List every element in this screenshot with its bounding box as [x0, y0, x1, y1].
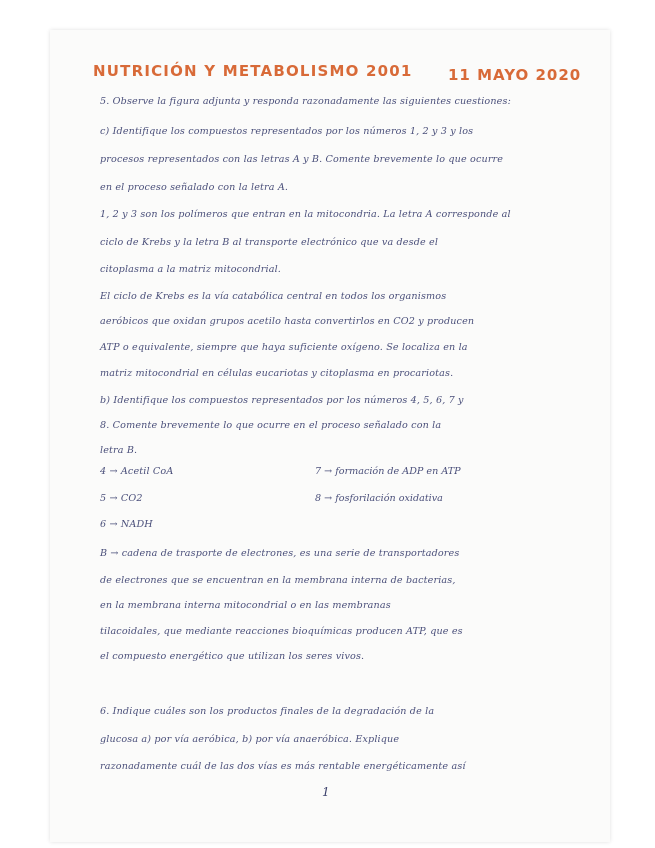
text-line: procesos representados con las letras A y B. Comente brevemente lo que ocurre [100, 154, 504, 165]
page-date: 11 MAYO 2020 [448, 66, 582, 84]
text-line: c) Identifique los compuestos representados por los números 1, 2 y 3 y los [100, 126, 474, 137]
page-number: 1 [322, 785, 330, 799]
text-line: glucosa a) por vía aeróbica, b) por vía anaeróbica. Explique [100, 734, 400, 745]
text-line: de electrones que se encuentran en la membrana interna de bacterias, [100, 575, 456, 586]
text-line: 8. Comente brevemente lo que ocurre en el proceso señalado con la [100, 420, 442, 431]
text-line: 6. Indique cuáles son los productos finales de la degradación de la [100, 706, 435, 717]
list-item: 8 → fosforilación oxidativa [315, 493, 443, 504]
list-item: 5 → CO2 [100, 493, 143, 504]
list-item: 4 → Acetil CoA [100, 466, 174, 477]
text-line: citoplasma a la matriz mitocondrial. [100, 264, 281, 275]
text-line: letra B. [100, 445, 138, 456]
text-line: en el proceso señalado con la letra A. [100, 182, 289, 193]
text-line: tilacoidales, que mediante reacciones bioquímicas producen ATP, que es [100, 626, 463, 637]
text-line: matriz mitocondrial en células eucariotas y citoplasma en procariotas. [100, 368, 454, 379]
text-line: ciclo de Krebs y la letra B al transporte electrónico que va desde el [100, 237, 439, 248]
text-line: ATP o equivalente, siempre que haya suficiente oxígeno. Se localiza en la [100, 342, 468, 353]
text-line: aeróbicos que oxidan grupos acetilo hasta convertirlos en CO2 y producen [100, 316, 475, 327]
text-line: 1, 2 y 3 son los polímeros que entran en la mitocondria. La letra A corresponde al [100, 209, 511, 220]
text-line: el compuesto energético que utilizan los seres vivos. [100, 651, 365, 662]
text-line: 5. Observe la figura adjunta y responda razonadamente las siguientes cuestiones: [100, 96, 511, 107]
text-line: razonadamente cuál de las dos vías es más rentable energéticamente así [100, 761, 466, 772]
text-line: b) Identifique los compuestos representados por los números 4, 5, 6, 7 y [100, 395, 464, 406]
text-line: en la membrana interna mitocondrial o en las membranas [100, 600, 391, 611]
text-line: El ciclo de Krebs es la vía catabólica central en todos los organismos [100, 291, 447, 302]
text-line: B → cadena de trasporte de electrones, es una serie de transportadores [100, 548, 460, 559]
list-item: 6 → NADH [100, 519, 153, 530]
list-item: 7 → formación de ADP en ATP [315, 466, 461, 477]
page-title: NUTRICIÓN Y METABOLISMO 2001 [93, 62, 413, 80]
